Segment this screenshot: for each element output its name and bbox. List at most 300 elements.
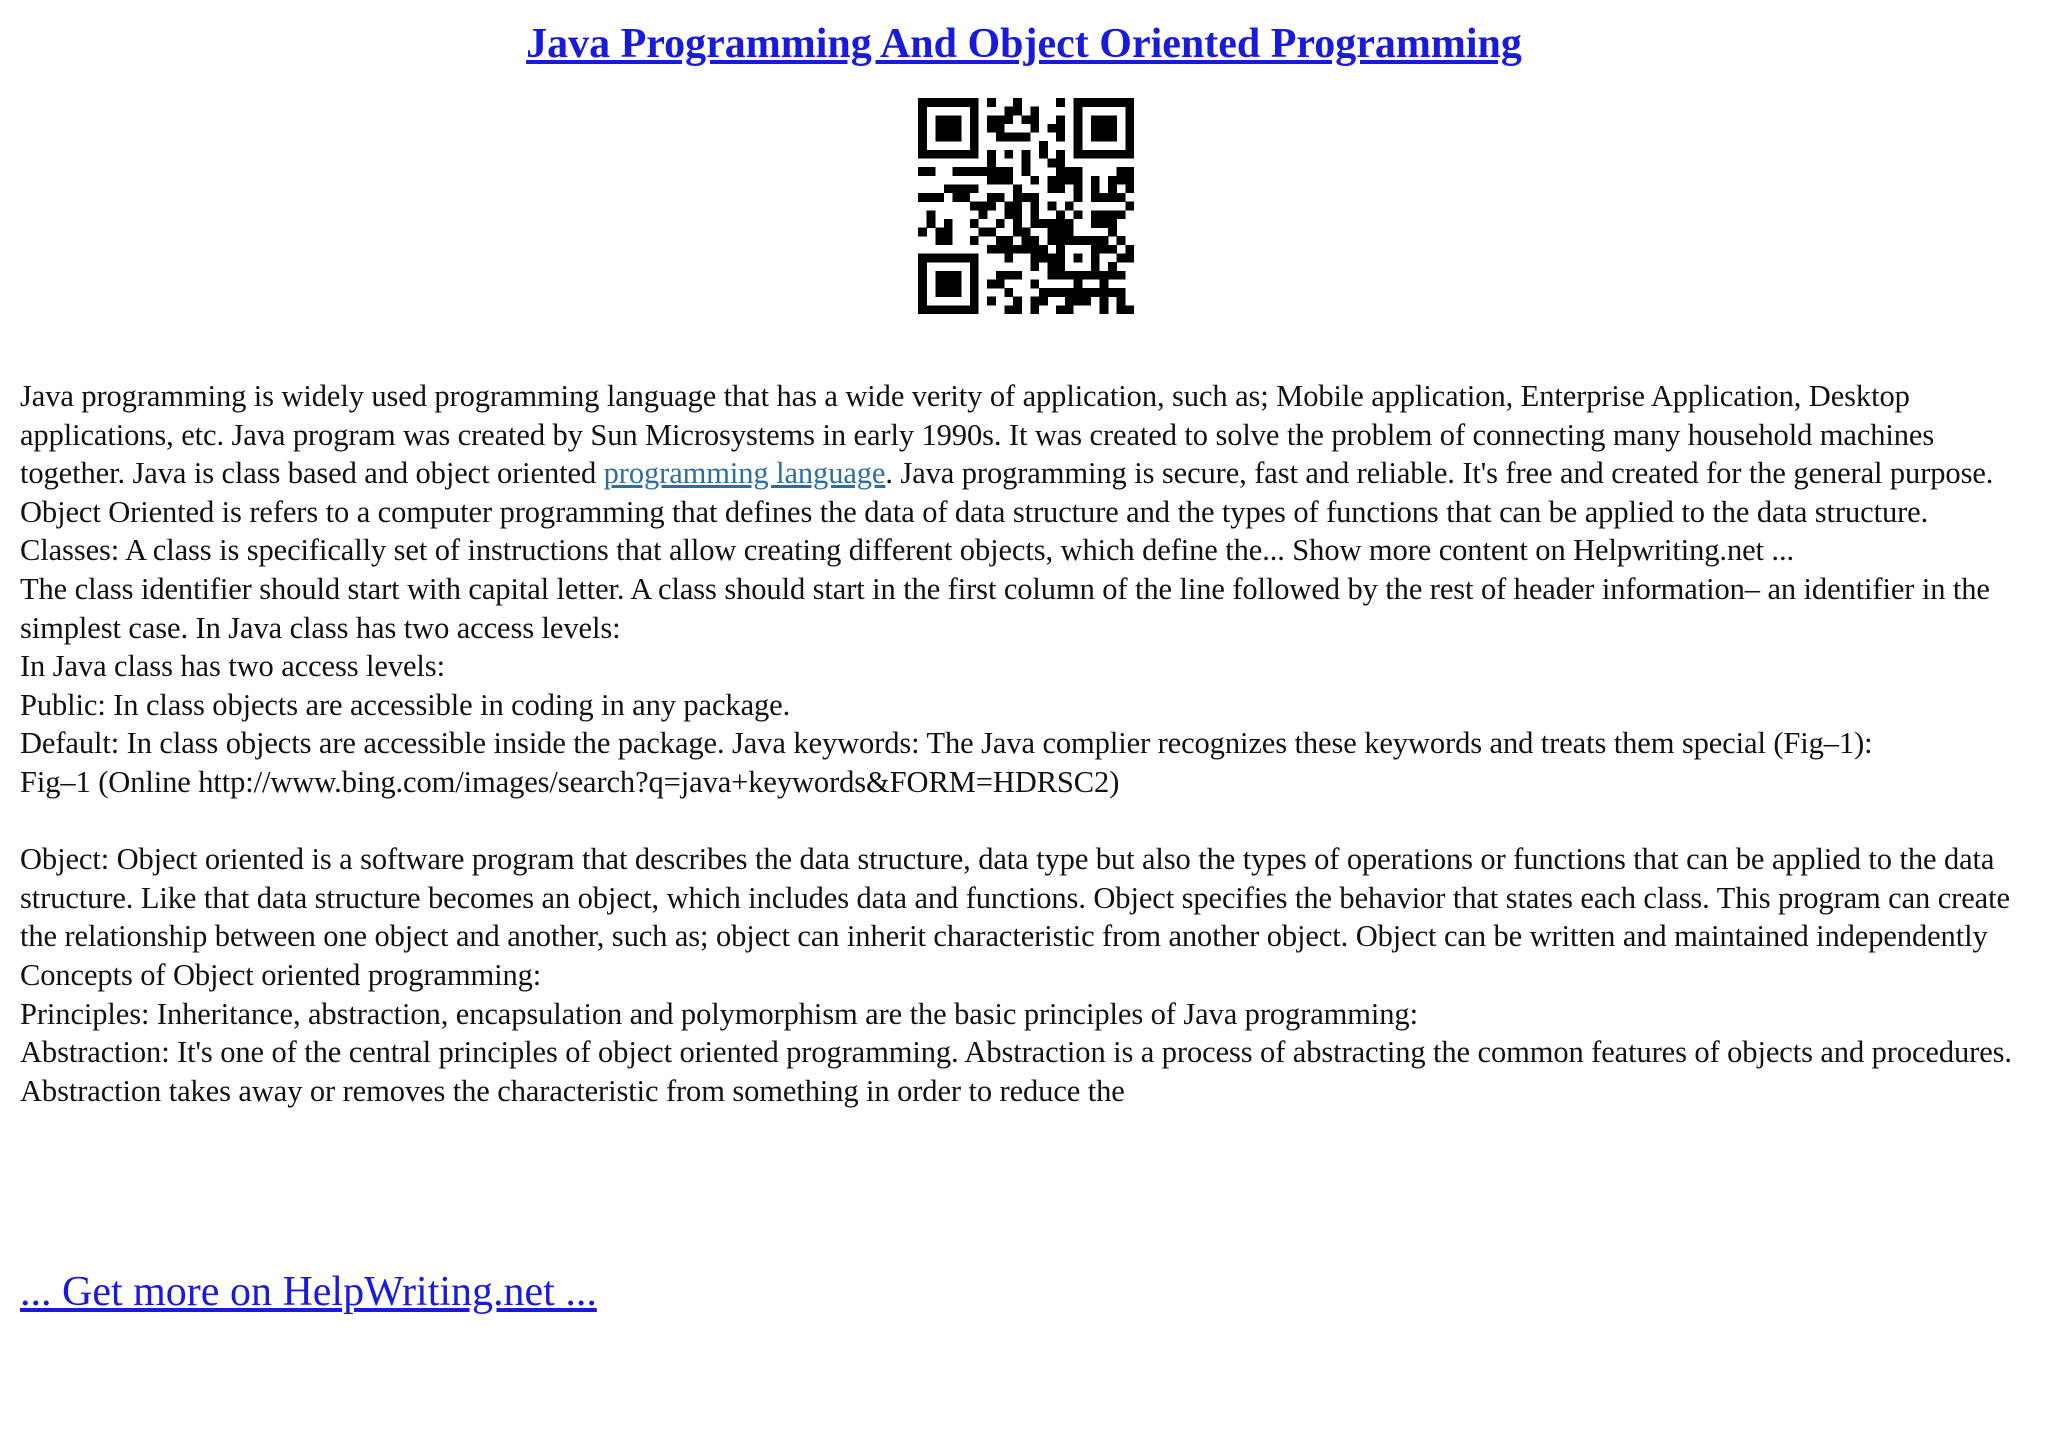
qr-module: [1030, 176, 1039, 185]
qr-module: [1013, 107, 1022, 116]
qr-module: [996, 124, 1005, 133]
qr-module: [1004, 167, 1013, 176]
qr-module: [1074, 167, 1083, 176]
qr-module: [1065, 228, 1074, 237]
qr-module: [1117, 288, 1126, 297]
qr-module: [953, 133, 962, 142]
qr-module: [970, 254, 979, 263]
qr-module: [927, 219, 936, 228]
qr-module: [918, 305, 927, 314]
qr-module: [944, 236, 953, 245]
qr-module: [1013, 98, 1022, 107]
qr-module: [1074, 141, 1083, 150]
qr-module: [1056, 167, 1065, 176]
qr-module: [1004, 245, 1013, 254]
qr-module: [1099, 210, 1108, 219]
qr-module: [1065, 271, 1074, 280]
paragraph-spacer: [20, 802, 2036, 841]
paragraph-default: Default: In class objects are accessible inside the package. Java keywords: The Java complier recognizes these keywords and treats them special (Fig–1):: [20, 726, 1873, 761]
qr-module: [1099, 150, 1108, 159]
qr-module: [918, 254, 927, 263]
qr-module: [1056, 262, 1065, 271]
qr-module: [1117, 98, 1126, 107]
qr-module: [1030, 202, 1039, 211]
qr-module: [1082, 271, 1091, 280]
qr-module: [1108, 219, 1117, 228]
qr-module: [1048, 254, 1057, 263]
qr-module: [944, 271, 953, 280]
qr-module: [1065, 176, 1074, 185]
paragraph-object-oriented: Object Oriented is refers to a computer programming that defines the data of data structure and the types of functions that can be applied to the data structure.: [20, 494, 1929, 529]
qr-module: [1013, 228, 1022, 237]
qr-module: [1108, 150, 1117, 159]
qr-module: [970, 115, 979, 124]
qr-module: [1074, 184, 1083, 193]
qr-module: [1074, 150, 1083, 159]
qr-module: [961, 254, 970, 263]
qr-module: [1117, 297, 1126, 306]
qr-module: [1091, 150, 1100, 159]
qr-module: [1004, 288, 1013, 297]
qr-module: [1091, 193, 1100, 202]
qr-module: [935, 115, 944, 124]
qr-module: [1056, 219, 1065, 228]
qr-module: [1056, 115, 1065, 124]
qr-module: [1108, 133, 1117, 142]
qr-module: [996, 245, 1005, 254]
qr-module: [987, 193, 996, 202]
qr-module: [1056, 184, 1065, 193]
qr-module: [1099, 98, 1108, 107]
qr-module: [1056, 236, 1065, 245]
qr-module: [1039, 141, 1048, 150]
qr-module: [1074, 133, 1083, 142]
qr-module: [970, 98, 979, 107]
qr-module: [1091, 115, 1100, 124]
qr-code: [918, 98, 1134, 314]
qr-module: [1030, 193, 1039, 202]
qr-module: [1056, 254, 1065, 263]
qr-module: [1056, 133, 1065, 142]
qr-module: [1125, 107, 1134, 116]
qr-module: [1099, 279, 1108, 288]
qr-module: [1117, 305, 1126, 314]
qr-module: [961, 184, 970, 193]
qr-module: [1117, 271, 1126, 280]
paragraph-object: Object: Object oriented is a software program that describes the data structure, data type but also the types of operations or functions that can be applied to the data structure. Like that data structure becomes an object, which includes data and functions. Object specifies the behavior that states each class. This program can create the relationship between one object and another, such as; object can inherit characteristic from another object. Object can be written and maintained independently Concepts of Object oriented programming:: [20, 842, 2010, 992]
qr-module: [1056, 271, 1065, 280]
qr-module: [970, 297, 979, 306]
qr-module: [918, 124, 927, 133]
qr-module: [935, 133, 944, 142]
paragraph-classes: Classes: A class is specifically set of instructions that allow creating different objects, which define the... Show more content on Helpwriting.net ...: [20, 533, 1795, 568]
qr-module: [918, 141, 927, 150]
qr-module: [1108, 193, 1117, 202]
qr-module: [1091, 184, 1100, 193]
qr-module: [1030, 305, 1039, 314]
qr-module: [935, 124, 944, 133]
qr-module: [1125, 115, 1134, 124]
qr-module: [1125, 98, 1134, 107]
qr-module: [1065, 305, 1074, 314]
qr-module: [1048, 288, 1057, 297]
qr-module: [1074, 124, 1083, 133]
qr-module: [1013, 245, 1022, 254]
qr-module: [1091, 271, 1100, 280]
qr-module: [918, 133, 927, 142]
qr-module: [1117, 167, 1126, 176]
qr-module: [1099, 193, 1108, 202]
qr-module: [970, 150, 979, 159]
qr-module: [1048, 236, 1057, 245]
qr-module: [1091, 245, 1100, 254]
qr-module: [918, 288, 927, 297]
qr-module: [927, 167, 936, 176]
page-title: [0, 14, 2048, 74]
article-body: [20, 377, 2036, 1110]
qr-module: [978, 202, 987, 211]
qr-module: [1117, 176, 1126, 185]
qr-module: [944, 228, 953, 237]
qr-module: [1074, 115, 1083, 124]
qr-module: [1030, 245, 1039, 254]
qr-module: [1048, 158, 1057, 167]
qr-module: [1030, 254, 1039, 263]
qr-module: [996, 219, 1005, 228]
qr-module: [1091, 124, 1100, 133]
qr-module: [935, 236, 944, 245]
qr-module: [1074, 193, 1083, 202]
qr-module: [996, 176, 1005, 185]
qr-module: [918, 228, 927, 237]
qr-module: [1065, 219, 1074, 228]
qr-module: [1013, 271, 1022, 280]
qr-module: [1022, 193, 1031, 202]
qr-module: [918, 279, 927, 288]
qr-module: [1074, 279, 1083, 288]
qr-module: [918, 107, 927, 116]
qr-module: [927, 193, 936, 202]
qr-module: [1004, 236, 1013, 245]
qr-module: [1004, 150, 1013, 159]
qr-module: [1074, 98, 1083, 107]
qr-module: [1091, 133, 1100, 142]
qr-module: [978, 167, 987, 176]
paragraph-abstraction: Abstraction: It's one of the central principles of object oriented programming. Abstraction is a process of abstracting the common features of objects and procedures. Abstraction takes away or removes the characteristic from something in order to reduce the: [20, 1035, 2012, 1108]
paragraph-class-identifier: The class identifier should start with capital letter. A class should start in the first column of the line followed by the rest of header information– an identifier in the simplest case. In Java class has two access levels:: [20, 571, 1990, 645]
qr-module: [1125, 254, 1134, 263]
qr-module: [970, 141, 979, 150]
qr-module: [970, 184, 979, 193]
qr-module: [1099, 271, 1108, 280]
qr-module: [918, 271, 927, 280]
qr-module: [1074, 288, 1083, 297]
qr-module: [1125, 141, 1134, 150]
qr-module: [1004, 254, 1013, 263]
qr-module: [1099, 124, 1108, 133]
qr-module: [1099, 236, 1108, 245]
qr-module: [944, 305, 953, 314]
qr-module: [996, 279, 1005, 288]
qr-module: [1074, 176, 1083, 185]
qr-module: [1125, 176, 1134, 185]
qr-module: [1048, 202, 1057, 211]
qr-module: [1048, 124, 1057, 133]
qr-module: [1099, 305, 1108, 314]
qr-module: [944, 115, 953, 124]
qr-module: [1030, 124, 1039, 133]
qr-module: [1108, 210, 1117, 219]
qr-module: [927, 254, 936, 263]
qr-module: [953, 115, 962, 124]
qr-module: [1099, 219, 1108, 228]
qr-module: [944, 133, 953, 142]
qr-module: [1099, 115, 1108, 124]
paragraph-public: Public: In class objects are accessible in coding in any package.: [20, 687, 791, 722]
qr-module: [987, 98, 996, 107]
qr-module: [996, 167, 1005, 176]
qr-module: [1074, 107, 1083, 116]
qr-module: [935, 254, 944, 263]
qr-module: [927, 98, 936, 107]
qr-module: [918, 98, 927, 107]
qr-module: [1004, 202, 1013, 211]
qr-module: [987, 176, 996, 185]
qr-module: [1013, 184, 1022, 193]
qr-module: [1056, 245, 1065, 254]
qr-module: [1108, 124, 1117, 133]
qr-module: [1013, 133, 1022, 142]
qr-module: [935, 288, 944, 297]
qr-module: [970, 236, 979, 245]
qr-module: [944, 124, 953, 133]
qr-module: [1065, 236, 1074, 245]
paragraph-figure-ref: Fig–1 (Online http://www.bing.com/images/search?q=java+keywords&FORM=HDRSC2): [20, 764, 1120, 799]
qr-module: [953, 254, 962, 263]
qr-module: [970, 271, 979, 280]
qr-module: [987, 150, 996, 159]
qr-module: [1004, 107, 1013, 116]
qr-module: [1065, 167, 1074, 176]
qr-module: [1125, 124, 1134, 133]
qr-module: [1039, 245, 1048, 254]
qr-module: [1030, 236, 1039, 245]
qr-module: [1091, 98, 1100, 107]
qr-module: [996, 133, 1005, 142]
qr-module: [1074, 210, 1083, 219]
qr-module: [970, 219, 979, 228]
qr-module: [927, 210, 936, 219]
qr-module: [961, 98, 970, 107]
qr-module: [1013, 210, 1022, 219]
qr-module: [978, 210, 987, 219]
qr-code-graphic: [918, 98, 1134, 314]
qr-module: [970, 262, 979, 271]
qr-module: [961, 305, 970, 314]
qr-module: [953, 288, 962, 297]
qr-module: [1065, 297, 1074, 306]
qr-module: [987, 228, 996, 237]
qr-module: [1022, 236, 1031, 245]
qr-module: [953, 271, 962, 280]
qr-module: [1030, 107, 1039, 116]
qr-module: [1030, 210, 1039, 219]
qr-module: [1056, 228, 1065, 237]
qr-module: [1091, 219, 1100, 228]
qr-module: [918, 193, 927, 202]
qr-module: [1013, 219, 1022, 228]
qr-module: [987, 245, 996, 254]
qr-module: [1030, 297, 1039, 306]
qr-module: [1117, 193, 1126, 202]
qr-module: [970, 107, 979, 116]
qr-module: [1125, 202, 1134, 211]
qr-module: [1048, 219, 1057, 228]
qr-module: [1004, 305, 1013, 314]
qr-module: [1004, 176, 1013, 185]
qr-module: [1022, 115, 1031, 124]
qr-module: [1082, 288, 1091, 297]
qr-module: [927, 150, 936, 159]
qr-module: [1039, 254, 1048, 263]
qr-module: [944, 98, 953, 107]
programming-language-link[interactable]: programming language: [603, 456, 886, 491]
qr-module: [1004, 133, 1013, 142]
qr-module: [953, 279, 962, 288]
qr-module: [1048, 184, 1057, 193]
qr-module: [1056, 210, 1065, 219]
qr-module: [1091, 288, 1100, 297]
qr-module: [970, 167, 979, 176]
qr-module: [1125, 133, 1134, 142]
qr-module: [1125, 305, 1134, 314]
qr-module: [961, 193, 970, 202]
qr-module: [1004, 210, 1013, 219]
qr-module: [953, 184, 962, 193]
qr-module: [1048, 262, 1057, 271]
qr-module: [1048, 228, 1057, 237]
qr-module: [978, 228, 987, 237]
qr-module: [944, 184, 953, 193]
qr-module: [1117, 210, 1126, 219]
qr-module: [1013, 297, 1022, 306]
qr-module: [987, 167, 996, 176]
qr-module: [987, 115, 996, 124]
qr-module: [953, 193, 962, 202]
qr-module: [935, 150, 944, 159]
qr-module: [953, 150, 962, 159]
qr-module: [1099, 245, 1108, 254]
title-link[interactable]: Java Programming And Object Oriented Programming: [526, 21, 1522, 67]
qr-module: [1099, 297, 1108, 306]
qr-module: [927, 305, 936, 314]
qr-module: [1013, 305, 1022, 314]
qr-module: [1117, 254, 1126, 263]
qr-module: [1117, 236, 1126, 245]
qr-module: [1039, 297, 1048, 306]
qr-module: [1125, 167, 1134, 176]
qr-module: [1108, 245, 1117, 254]
qr-module: [918, 167, 927, 176]
qr-module: [1039, 288, 1048, 297]
qr-module: [996, 115, 1005, 124]
qr-module: [1039, 219, 1048, 228]
qr-module: [1056, 98, 1065, 107]
qr-module: [1099, 288, 1108, 297]
qr-module: [996, 236, 1005, 245]
qr-module: [996, 271, 1005, 280]
qr-module: [1048, 271, 1057, 280]
qr-module: [1030, 279, 1039, 288]
qr-module: [1125, 150, 1134, 159]
qr-module: [1091, 176, 1100, 185]
qr-module: [987, 124, 996, 133]
qr-module: [953, 167, 962, 176]
qr-module: [918, 262, 927, 271]
qr-module: [935, 228, 944, 237]
qr-module: [1022, 158, 1031, 167]
paragraph-intro: Java programming is widely used programming language that has a wide verity of application, such as; Mobile application, Enterprise Application, Desktop applications, etc. Java program was created by Sun Microsystems in early 1990s. It was created to solve the problem of connecting many household machines together. Java is class based and object oriented programming language. Java programming is secure, fast and reliable. It's free and created for the general purpose.: [20, 379, 1994, 491]
qr-module: [1091, 262, 1100, 271]
qr-module: [961, 150, 970, 159]
qr-module: [970, 305, 979, 314]
qr-module: [953, 98, 962, 107]
qr-module: [1074, 254, 1083, 263]
qr-module: [1030, 262, 1039, 271]
qr-module: [1022, 133, 1031, 142]
qr-module: [1082, 150, 1091, 159]
qr-module: [1065, 202, 1074, 211]
qr-module: [918, 115, 927, 124]
qr-module: [1082, 297, 1091, 306]
qr-module: [987, 297, 996, 306]
paragraph-access-levels: In Java class has two access levels:: [20, 649, 445, 684]
qr-module: [1125, 245, 1134, 254]
qr-module: [1117, 150, 1126, 159]
qr-module: [1108, 176, 1117, 185]
qr-module: [970, 288, 979, 297]
qr-module: [987, 158, 996, 167]
qr-module: [1056, 176, 1065, 185]
qr-module: [970, 279, 979, 288]
qr-module: [970, 133, 979, 142]
qr-module: [1074, 271, 1083, 280]
qr-module: [1056, 288, 1065, 297]
qr-module: [935, 305, 944, 314]
qr-module: [1099, 133, 1108, 142]
qr-module: [935, 193, 944, 202]
qr-module: [987, 202, 996, 211]
qr-module: [1056, 305, 1065, 314]
qr-module: [953, 124, 962, 133]
qr-module: [987, 279, 996, 288]
qr-module: [1004, 115, 1013, 124]
qr-module: [1091, 210, 1100, 219]
qr-module: [996, 193, 1005, 202]
qr-module: [1091, 236, 1100, 245]
qr-module: [1108, 271, 1117, 280]
qr-module: [1065, 288, 1074, 297]
qr-module: [1074, 236, 1083, 245]
qr-module: [1013, 202, 1022, 211]
qr-module: [1082, 98, 1091, 107]
qr-module: [944, 219, 953, 228]
qr-module: [1056, 158, 1065, 167]
qr-module: [1091, 254, 1100, 263]
qr-module: [1022, 228, 1031, 237]
get-more-link[interactable]: ... Get more on HelpWriting.net ...: [20, 1269, 597, 1315]
qr-module: [1013, 193, 1022, 202]
